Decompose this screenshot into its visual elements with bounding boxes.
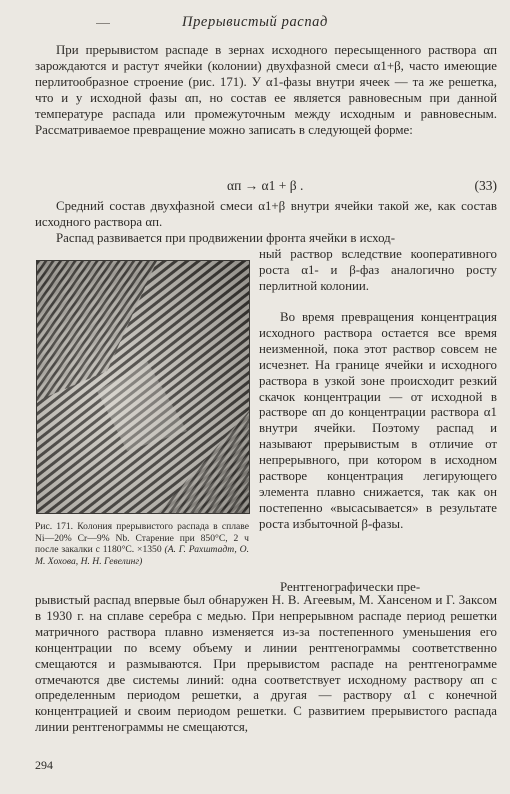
formula-expression: αп → α1 + β . <box>227 178 304 193</box>
running-header: Прерывистый распад <box>182 14 328 30</box>
paragraph-3-start <box>35 231 497 247</box>
caption-main: Рис. 171. Колония прерывистого распада в сплаве Ni—20% Cr—9% Nb. Старение при 850°C, 2 ч после закалки с 1180°C. ×1350 <box>35 521 249 556</box>
column-paragraph-4 <box>259 310 497 533</box>
formula-number: (33) <box>474 178 497 193</box>
figure-caption <box>35 521 249 567</box>
paragraph-2-text: Средний состав двухфазной смеси α1+β внутри ячейки такой же, как состав исходного раствора αп. <box>35 199 497 229</box>
paragraph-3-start-text: Распад развивается при продвижении фронта ячейки в исход- <box>56 231 396 245</box>
intro-text: При прерывистом распаде в зернах исходного пересыщенного раствора αп зарождаются и растут ячейки (колонии) двухфазной смеси α1+β, часто имеющие перлитообразное строение (рис. 171). У α1-фазы внутри ячеек — та же решетка, что и у исходной фазы αп, но состав ее является равновесным при данной температуре распада или промежуточным между исходным и равновесным. Рассматриваемое превращение можно записать в следующей форме: <box>35 43 497 137</box>
caption-credit: (А. Г. Рахштадт, О. М. Хохова, Н. Н. Гевелинг) <box>35 544 249 567</box>
column-paragraph-5-text: Рентгенографически пре- <box>280 580 421 594</box>
paragraph-5-full-text: рывистый распад впервые был обнаружен Н. В. Агеевым, М. Хансеном и Г. Заксом в 1930 г. на сплаве серебра с медью. При непрерывном распаде период решетки матричного раствора плавно изменяется из-за постепенного уменьшения его концентрации по всему объему и линии рентгенограммы соответственно смещаются и размываются. При прерывистом распаде на рентгенограмме отмечаются две системы линий: одна соответствует исходному раствору αп с определенным периодом решетки, а другая — раствору α1 с конечной концентрацией и своим периодом решетки. С развитием прерывистого распада линии рентгенограммы не смещаются, <box>35 593 497 735</box>
micrograph-photo <box>36 260 250 514</box>
column-paragraph-3-text: ный раствор вследствие кооперативного роста α1- и β-фаз аналогично росту перлитной колонии. <box>259 247 497 293</box>
paragraph-5-full <box>35 593 497 736</box>
column-paragraph-3 <box>259 247 497 295</box>
page-number: 294 <box>35 758 53 772</box>
micrograph-image <box>37 261 249 513</box>
column-paragraph-4-text: Во время превращения концентрация исходного раствора остается все время неизменной, пока этот раствор совсем не исчезнет. На границе ячейки и исходного раствора в узкой зоне происходит резкий скачок концентрации — от исходной в растворе αп до концентрации раствора α1 внутри ячейки. Поэтому распад и называют прерывистым в отличие от непрерывного, при котором в исходном растворе концентрация легирующего элемента плавно снижается, так как он постепенно «высасывается» в результате роста избыточной β-фазы. <box>259 310 497 531</box>
paragraph-2 <box>35 199 497 231</box>
intro-paragraph <box>35 43 497 138</box>
